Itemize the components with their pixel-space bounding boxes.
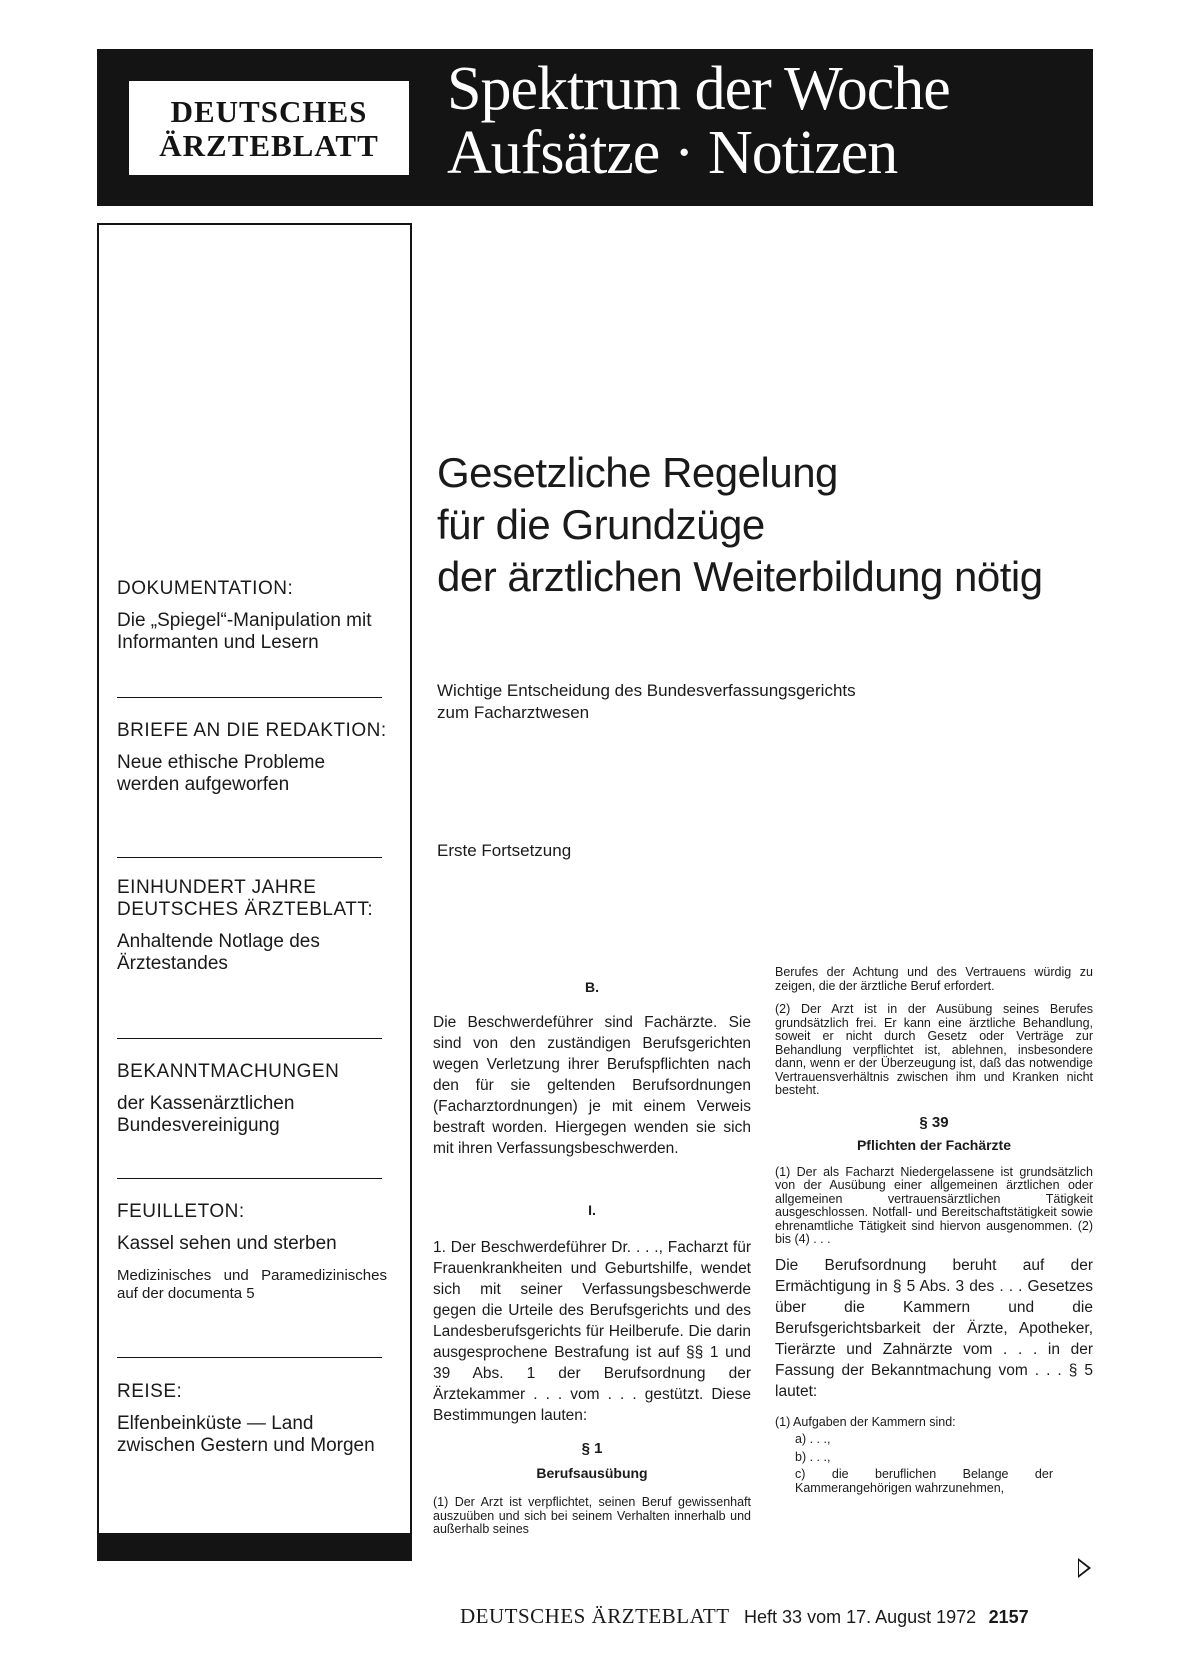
sidebar-section-reise <box>117 1381 387 1457</box>
continue-arrow-icon <box>1078 1558 1091 1578</box>
sidebar-section-body: der Kassenärztlichen Bundesvereinigung <box>117 1093 295 1136</box>
article-column-2 <box>775 965 1093 1495</box>
masthead <box>97 49 1093 206</box>
logo-line1: DEUTSCHES <box>170 94 368 129</box>
article-subtitle-line1: Wichtige Entscheidung des Bundesverfassungsgerichts <box>437 681 856 700</box>
list-item-b: b) . . ., <box>795 1449 831 1464</box>
sidebar-section-body: Neue ethische Probleme werden aufgeworfen <box>117 752 326 795</box>
continuation-label: Erste Fortsetzung <box>437 841 572 860</box>
paragraph-number-1: § 1 <box>581 1440 603 1457</box>
continuation-text: Berufes der Achtung und des Vertrauens würdig zu zeigen, die der ärztliche Beruf erfordert. <box>775 965 1093 993</box>
divider <box>117 1178 382 1179</box>
contents-sidebar <box>97 223 412 1561</box>
paragraph-number-39: § 39 <box>919 1113 949 1131</box>
sidebar-section-body: Anhaltende Notlage des Ärztestandes <box>117 931 320 974</box>
article-title <box>437 447 1117 603</box>
footer-issue: Heft 33 vom 17. August 1972 <box>744 1607 977 1627</box>
section-heading-i: I. <box>588 1202 596 1218</box>
article-column-1 <box>433 970 751 1537</box>
paragraph-39-text: (1) Der als Facharzt Niedergelassene ist grundsätzlich von der Ausübung einer allgemeinen ärztlichen oder allgemeinen vertrauensärztlichen Tätigkeit ausgeschlossen. Notfall- und Bereitschaftstätigkeit sowie ehrenamtliche Tätigkeit sind hiervon ausgenommen. (2) bis (4) . . . <box>775 1164 1093 1246</box>
paragraph-berufsordnung: Die Berufsordnung beruht auf der Ermächtigung in § 5 Abs. 3 des . . . Gesetzes über die Kammern und die Berufsgerichtsbarkeit der Ärzte, Apotheker, Tierärzte und Zahnärzte vom . . . in der Fassung der Bekanntmachung vom . . . § 5 lautet: <box>775 1256 1093 1400</box>
sidebar-section-bekanntmachungen <box>117 1061 387 1137</box>
divider <box>117 697 382 698</box>
sidebar-section-head: BEKANNTMACHUNGEN <box>117 1061 340 1082</box>
sidebar-section-head: BRIEFE AN DIE REDAKTION: <box>117 720 387 741</box>
sidebar-section-einhundert-jahre <box>117 877 387 975</box>
sidebar-section-head: EINHUNDERT JAHRE DEUTSCHES ÄRZTEBLATT: <box>117 877 374 920</box>
page-footer <box>460 1604 1029 1629</box>
footer-journal-name: DEUTSCHES ÄRZTEBLATT <box>460 1604 730 1628</box>
sidebar-section-feuilleton <box>117 1201 387 1303</box>
section-heading-b: B. <box>585 979 599 995</box>
section-title-line1: Spektrum der Woche <box>447 55 950 123</box>
sidebar-section-briefe <box>117 720 387 796</box>
divider <box>117 1038 382 1039</box>
article-subtitle-line2: zum Facharztwesen <box>437 703 590 722</box>
section-title-line2: Aufsätze · Notizen <box>447 119 898 187</box>
sidebar-section-head: REISE: <box>117 1381 183 1402</box>
paragraph-b: Die Beschwerdeführer sind Fachärzte. Sie sind von den zuständigen Berufsgerichten wegen Verletzung ihrer Berufspflichten nach den für sie geltenden Berufsordnungen (Facharztordnungen) je mit einem Verweis bestraft worden. Hiergegen wenden sie sich mit ihren Verfassungsbeschwerden. <box>433 1014 751 1157</box>
sidebar-section-head: FEUILLETON: <box>117 1201 245 1222</box>
article-subtitle <box>437 680 1037 724</box>
list-intro: (1) Aufgaben der Kammern sind: <box>775 1414 956 1429</box>
section-title <box>447 57 950 185</box>
list-item-a: a) . . ., <box>795 1432 831 1446</box>
divider <box>117 857 382 858</box>
sidebar-section-head: DOKUMENTATION: <box>117 578 294 599</box>
paragraph-title-berufsausuebung: Berufsausübung <box>536 1465 648 1481</box>
list-item-c: c) die beruflichen Belange der Kammerangehörigen wahrzunehmen, <box>795 1467 1053 1495</box>
paragraph-title-pflichten: Pflichten der Fachärzte <box>856 1136 1012 1153</box>
page-number: 2157 <box>988 1607 1029 1627</box>
sidebar-section-note: Medizinisches und Paramedizinisches auf der documenta 5 <box>117 1267 387 1302</box>
article-title-line1: Gesetzliche Regelung <box>437 449 838 496</box>
divider <box>117 1357 382 1358</box>
sidebar-top-rule <box>99 223 410 225</box>
logo-line2: ÄRZTEBLATT <box>159 128 379 163</box>
sidebar-bottom-bar <box>97 1533 412 1561</box>
article-title-line3: der ärztlichen Weiterbildung nötig <box>437 553 1043 600</box>
paragraph-1-text: (1) Der Arzt ist verpflichtet, seinen Beruf gewissenhaft auszuüben und sich bei seinem Verhalten innerhalb und außerhalb seines <box>433 1495 751 1536</box>
sidebar-section-body: Kassel sehen und sterben <box>117 1233 337 1254</box>
sidebar-section-body: Die „Spiegel“-Manipulation mit Informanten und Lesern <box>117 610 372 653</box>
journal-logo <box>127 79 411 177</box>
sidebar-section-body: Elfenbeinküste — Land zwischen Gestern und Morgen <box>117 1413 375 1456</box>
paragraph-1-subsection-2: (2) Der Arzt ist in der Ausübung seines Berufes grundsätzlich frei. Er kann eine ärztliche Behandlung, soweit er nicht durch Gesetz oder Verträge zur Behandlung verpflichtet ist, ablehnen, insbesondere dann, wenn er der Überzeugung ist, daß das notwendige Vertrauensverhältnis zwischen ihm und Kranken nicht besteht. <box>775 1002 1093 1097</box>
paragraph-i: 1. Der Beschwerdeführer Dr. . . ., Facharzt für Frauenkrankheiten und Geburtshilfe, wendet sich mit seiner Verfassungsbeschwerde gegen die Urteile des Berufsgerichts und des Landesberufsgerichts für Heilberufe. Die darin ausgesprochene Bestrafung ist auf §§ 1 und 39 Abs. 1 der Berufsordnung der Ärztekammer . . . vom . . . gestützt. Diese Bestimmungen lauten: <box>433 1239 751 1424</box>
article-title-line2: für die Grundzüge <box>437 501 765 548</box>
sidebar-section-dokumentation <box>117 578 387 654</box>
